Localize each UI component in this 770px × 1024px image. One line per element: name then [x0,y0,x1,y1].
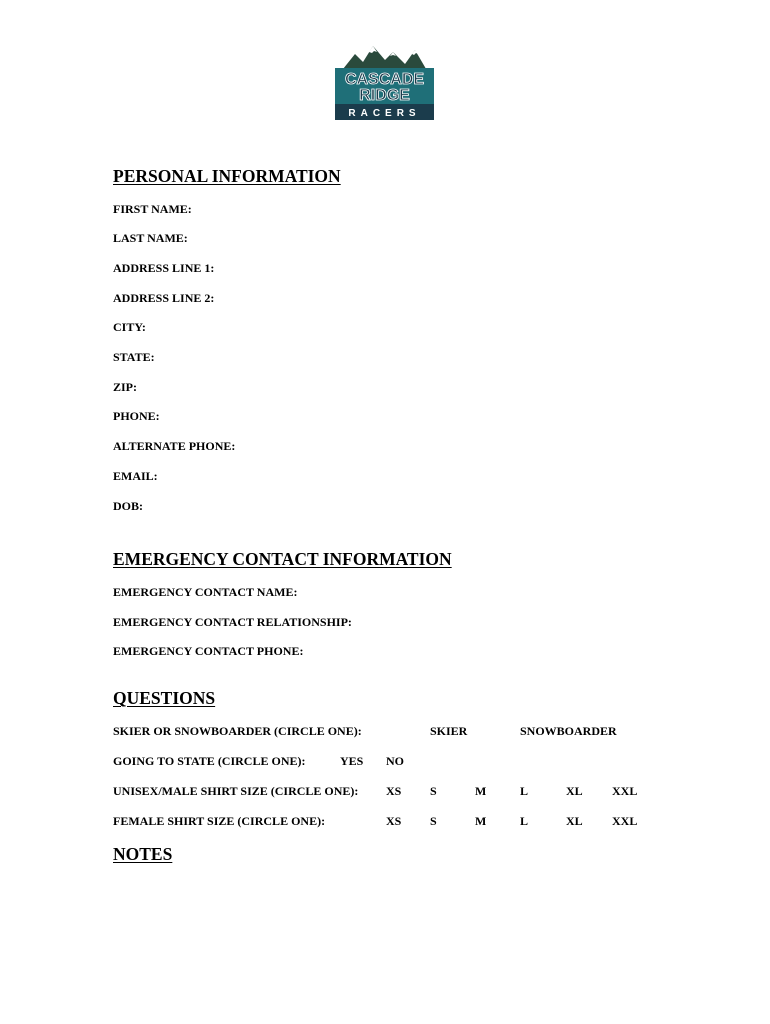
option-yes[interactable]: YES [340,754,364,768]
alternate-phone-label: ALTERNATE PHONE: [113,439,236,453]
emergency-contact-heading: EMERGENCY CONTACT INFORMATION [113,549,452,569]
unisex-size-l[interactable]: L [520,784,529,798]
female-shirt-size-label: FEMALE SHIRT SIZE (CIRCLE ONE): [113,814,326,828]
email-label: EMAIL: [113,469,158,483]
female-size-s[interactable]: S [430,814,437,828]
personal-info-heading: PERSONAL INFORMATION [113,166,341,186]
first-name-label: FIRST NAME: [113,202,192,216]
option-snowboarder[interactable]: SNOWBOARDER [520,724,617,738]
emergency-contact-relationship-label: EMERGENCY CONTACT RELATIONSHIP: [113,615,352,629]
female-size-l[interactable]: L [520,814,529,828]
unisex-size-s[interactable]: S [430,784,437,798]
logo-line1: CASCADE [344,71,425,88]
female-size-m[interactable]: M [475,814,487,828]
cascade-ridge-racers-logo [333,44,436,120]
unisex-size-xl[interactable]: XL [566,784,583,798]
logo-line3: RACERS [348,108,421,119]
state-question-label: GOING TO STATE (CIRCLE ONE): [113,754,306,768]
notes-heading: NOTES [113,844,173,864]
female-size-xxl[interactable]: XXL [612,814,638,828]
unisex-size-m[interactable]: M [475,784,487,798]
city-label: CITY: [113,320,146,334]
female-size-xl[interactable]: XL [566,814,583,828]
skier-question-label: SKIER OR SNOWBOARDER (CIRCLE ONE): [113,724,362,738]
questions-heading: QUESTIONS [113,688,216,708]
unisex-size-xxl[interactable]: XXL [612,784,638,798]
emergency-contact-phone-label: EMERGENCY CONTACT PHONE: [113,644,304,658]
unisex-shirt-size-label: UNISEX/MALE SHIRT SIZE (CIRCLE ONE): [113,784,359,798]
option-no[interactable]: NO [386,754,404,768]
address-line-1-label: ADDRESS LINE 1: [113,261,215,275]
emergency-contact-name-label: EMERGENCY CONTACT NAME: [113,585,298,599]
female-size-xs[interactable]: XS [386,814,402,828]
state-label: STATE: [113,350,155,364]
zip-label: ZIP: [113,380,137,394]
logo-line2: RIDGE [359,87,410,104]
dob-label: DOB: [113,499,143,513]
unisex-size-xs[interactable]: XS [386,784,402,798]
address-line-2-label: ADDRESS LINE 2: [113,291,215,305]
phone-label: PHONE: [113,409,160,423]
last-name-label: LAST NAME: [113,231,188,245]
option-skier[interactable]: SKIER [430,724,468,738]
